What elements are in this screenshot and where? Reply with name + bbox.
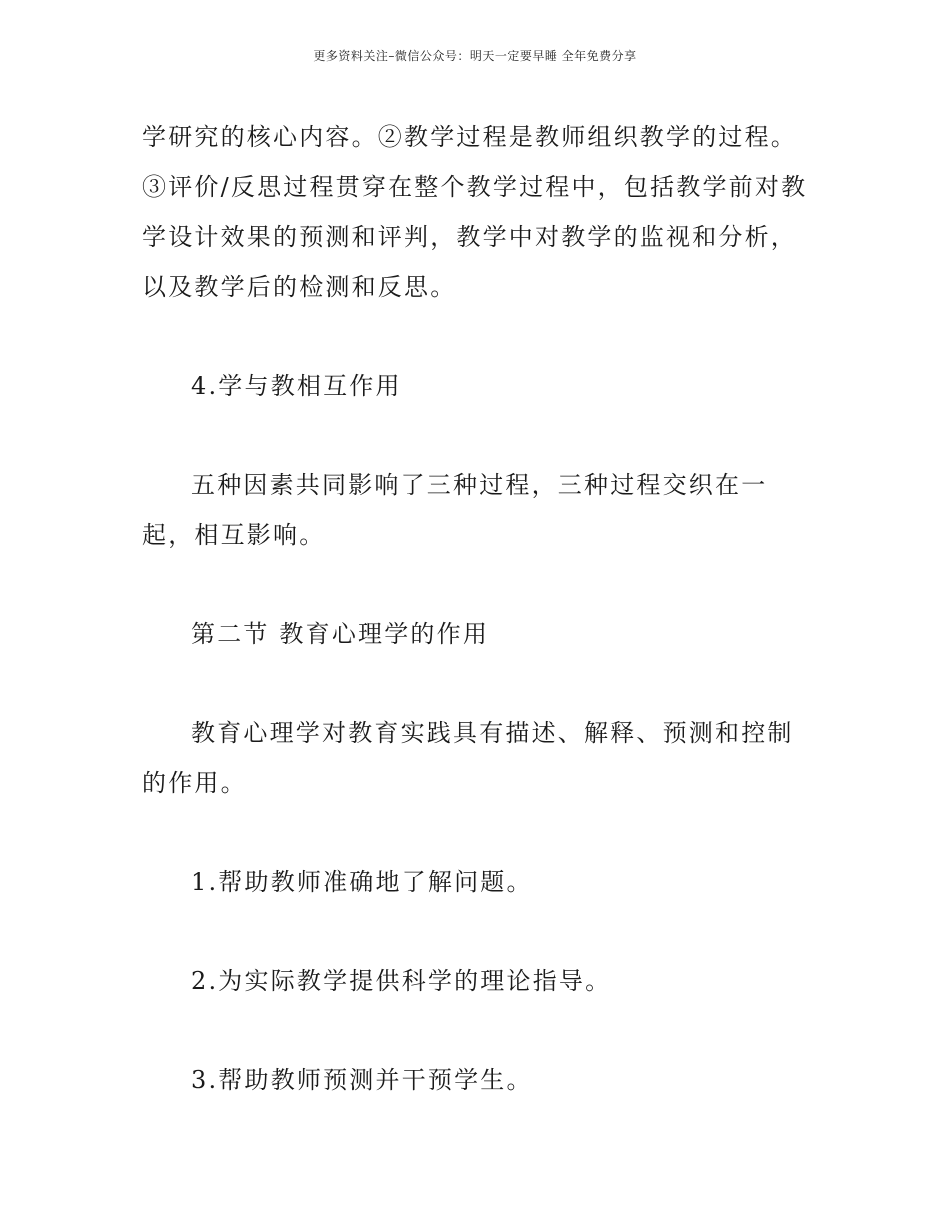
paragraph-continuation: 学研究的核心内容。②教学过程是教师组织教学的过程。③评价/反思过程贯穿在整个教学过程中，包括教学前对教学设计效果的预测和评判，教学中对教学的监视和分析，以及教学后的检测和反思。: [142, 123, 808, 301]
list-item-2: 2.为实际教学提供科学的理论指导。: [191, 967, 612, 995]
section-heading-role: 第二节 教育心理学的作用: [191, 620, 490, 648]
page-header: 更多资料关注–微信公众号：明天一定要早睡 全年免费分享: [313, 49, 637, 63]
document-body: [142, 112, 814, 1105]
list-item-1: 1.帮助教师准确地了解问题。: [191, 868, 533, 896]
paragraph-role-summary: 教育心理学对教育实践具有描述、解释、预测和控制的作用。: [142, 719, 794, 797]
list-item-3: 3.帮助教师预测并干预学生。: [191, 1066, 533, 1094]
paragraph-five-factors: 五种因素共同影响了三种过程，三种过程交织在一起，相互影响。: [142, 471, 768, 549]
section-heading-interaction: 4.学与教相互作用: [191, 372, 402, 400]
